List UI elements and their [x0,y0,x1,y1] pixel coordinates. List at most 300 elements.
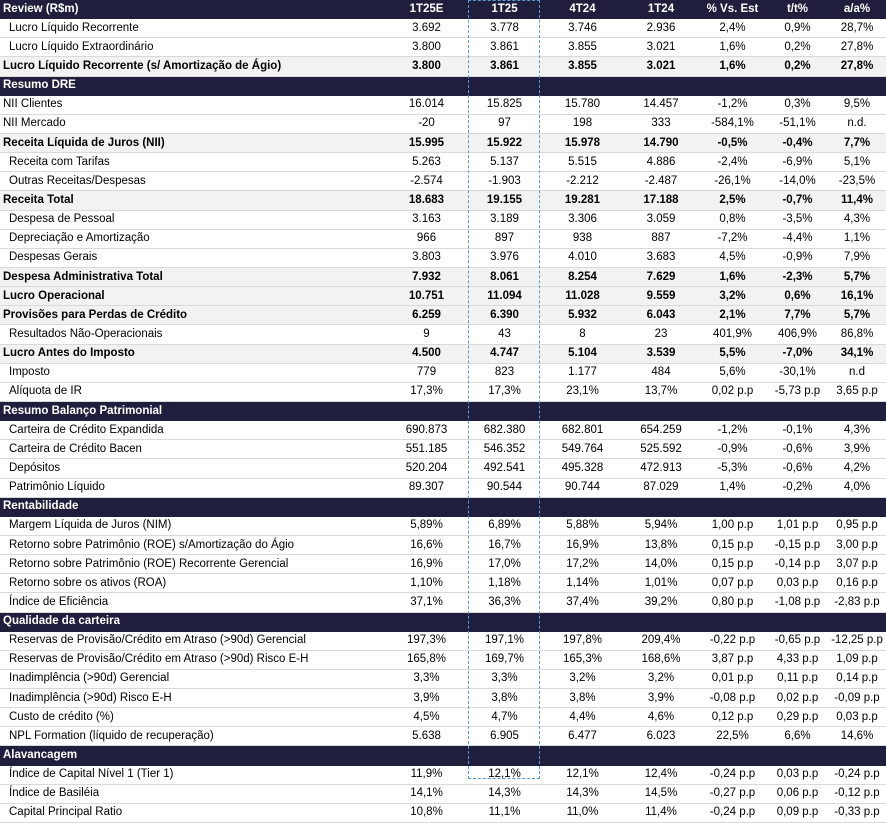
value-cell: 5,1% [828,153,886,172]
value-cell: 165,3% [541,650,624,669]
table-row [0,306,886,325]
row-label: Margem Líquida de Juros (NIM) [0,516,385,535]
value-cell: 5,94% [624,516,698,535]
value-cell: -0,14 p.p [767,555,828,574]
row-label: Carteira de Crédito Bacen [0,440,385,459]
section-header-row [0,497,886,516]
value-cell: 6.259 [385,306,468,325]
value-cell: -0,2% [767,478,828,497]
row-label: NPL Formation (líquido de recuperação) [0,727,385,746]
value-cell: 0,02 p.p [698,382,767,401]
value-cell: 18.683 [385,191,468,210]
value-cell: -0,9% [698,440,767,459]
value-cell: 3.189 [468,210,541,229]
value-cell: 401,9% [698,325,767,344]
value-cell: 198 [541,114,624,133]
value-cell: 37,1% [385,593,468,612]
value-cell: 16,9% [541,535,624,554]
value-cell: 966 [385,229,468,248]
row-label: Capital Principal Ratio [0,803,385,822]
value-cell: -2.487 [624,172,698,191]
row-label: Receita Líquida de Juros (NII) [0,133,385,152]
row-label: Despesas Gerais [0,248,385,267]
table-row [0,133,886,152]
value-cell: 2.936 [624,19,698,38]
value-cell: 5,5% [698,344,767,363]
header-cell-label: Review (R$m) [0,0,385,19]
table-row [0,153,886,172]
value-cell: 17.188 [624,191,698,210]
value-cell: 7,7% [767,306,828,325]
section-header-row [0,401,886,420]
value-cell: 6.905 [468,727,541,746]
row-label: Retorno sobre Patrimônio (ROE) Recorrente Gerencial [0,555,385,574]
section-title: Alavancagem [0,746,886,765]
value-cell: 3.861 [468,38,541,57]
value-cell: 9,5% [828,95,886,114]
value-cell: 4,33 p.p [767,650,828,669]
table-row [0,267,886,286]
value-cell: -1,2% [698,421,767,440]
table-row [0,344,886,363]
value-cell: 0,02 p.p [767,689,828,708]
value-cell: 0,2% [767,38,828,57]
table-row [0,114,886,133]
table-row [0,440,886,459]
section-title: Resumo Balanço Patrimonial [0,401,886,420]
table-row [0,516,886,535]
value-cell: 10.751 [385,287,468,306]
value-cell: 0,8% [698,210,767,229]
value-cell: 1,1% [828,229,886,248]
value-cell: 19.155 [468,191,541,210]
value-cell: 0,6% [767,287,828,306]
value-cell: 0,9% [767,19,828,38]
value-cell: 4.500 [385,344,468,363]
value-cell: 3,3% [468,669,541,688]
value-cell: 682.801 [541,421,624,440]
value-cell: 0,29 p.p [767,708,828,727]
value-cell: 3.683 [624,248,698,267]
table-row [0,325,886,344]
value-cell: 6.043 [624,306,698,325]
row-label: Depreciação e Amortização [0,229,385,248]
value-cell: 3,2% [541,669,624,688]
value-cell: 472.913 [624,459,698,478]
value-cell: 3.746 [541,19,624,38]
value-cell: -0,33 p.p [828,803,886,822]
value-cell: 333 [624,114,698,133]
value-cell: 43 [468,325,541,344]
row-label: Índice de Basiléia [0,784,385,803]
value-cell: 520.204 [385,459,468,478]
value-cell: 3.855 [541,38,624,57]
value-cell: 8 [541,325,624,344]
value-cell: 7.629 [624,267,698,286]
value-cell: -2.212 [541,172,624,191]
table-row [0,727,886,746]
value-cell: -0,12 p.p [828,784,886,803]
value-cell: 19.281 [541,191,624,210]
value-cell: 5.515 [541,153,624,172]
table-row [0,19,886,38]
value-cell: 9.559 [624,287,698,306]
value-cell: -0,24 p.p [698,765,767,784]
row-label: Despesa de Pessoal [0,210,385,229]
table-row [0,478,886,497]
row-label: Custo de crédito (%) [0,708,385,727]
table-row [0,574,886,593]
value-cell: 27,8% [828,57,886,76]
table-row [0,803,886,822]
value-cell: 6.477 [541,727,624,746]
value-cell: 492.541 [468,459,541,478]
table-row [0,229,886,248]
value-cell: 13,8% [624,535,698,554]
table-row [0,191,886,210]
value-cell: -2.574 [385,172,468,191]
value-cell: 3,2% [624,669,698,688]
row-label: Lucro Líquido Extraordinário [0,38,385,57]
value-cell: 0,03 p.p [767,765,828,784]
value-cell: 4,7% [468,708,541,727]
value-cell: 0,80 p.p [698,593,767,612]
value-cell: 14,3% [541,784,624,803]
value-cell: 15.922 [468,133,541,152]
value-cell: -1.903 [468,172,541,191]
value-cell: 938 [541,229,624,248]
header-cell-4t24: 4T24 [541,0,624,19]
value-cell: -0,24 p.p [828,765,886,784]
value-cell: 406,9% [767,325,828,344]
section-title: Rentabilidade [0,497,886,516]
value-cell: 23,1% [541,382,624,401]
value-cell: 8.254 [541,267,624,286]
value-cell: 1,6% [698,57,767,76]
value-cell: 14.457 [624,95,698,114]
value-cell: 3.021 [624,38,698,57]
value-cell: 4,6% [624,708,698,727]
value-cell: 3.021 [624,57,698,76]
value-cell: 4,3% [828,421,886,440]
table-row [0,669,886,688]
value-cell: 0,95 p.p [828,516,886,535]
value-cell: 11.094 [468,287,541,306]
value-cell: 0,03 p.p [828,708,886,727]
value-cell: 15.825 [468,95,541,114]
value-cell: 37,4% [541,593,624,612]
value-cell: 5,7% [828,267,886,286]
value-cell: 3.800 [385,57,468,76]
value-cell: 546.352 [468,440,541,459]
value-cell: 5.638 [385,727,468,746]
row-label: Inadimplência (>90d) Gerencial [0,669,385,688]
value-cell: 15.978 [541,133,624,152]
header-cell-yoy: a/a% [828,0,886,19]
value-cell: 34,1% [828,344,886,363]
value-cell: 197,3% [385,631,468,650]
value-cell: 4.010 [541,248,624,267]
value-cell: -1,2% [698,95,767,114]
value-cell: n.d [828,363,886,382]
value-cell: 12,4% [624,765,698,784]
value-cell: -0,1% [767,421,828,440]
row-label: Lucro Operacional [0,287,385,306]
value-cell: 7,7% [828,133,886,152]
value-cell: 1,18% [468,574,541,593]
value-cell: 11,9% [385,765,468,784]
value-cell: 16.014 [385,95,468,114]
value-cell: -0,15 p.p [767,535,828,554]
value-cell: 4,0% [828,478,886,497]
value-cell: 14,5% [624,784,698,803]
table-row [0,363,886,382]
value-cell: 3.855 [541,57,624,76]
value-cell: 549.764 [541,440,624,459]
value-cell: -0,5% [698,133,767,152]
value-cell: 15.780 [541,95,624,114]
section-title: Qualidade da carteira [0,612,886,631]
value-cell: 6.390 [468,306,541,325]
value-cell: 3.059 [624,210,698,229]
value-cell: -0,9% [767,248,828,267]
value-cell: 3,9% [385,689,468,708]
row-label: Índice de Capital Nível 1 (Tier 1) [0,765,385,784]
value-cell: -584,1% [698,114,767,133]
value-cell: 168,6% [624,650,698,669]
value-cell: 525.592 [624,440,698,459]
value-cell: 14,3% [468,784,541,803]
value-cell: 823 [468,363,541,382]
value-cell: 484 [624,363,698,382]
value-cell: 551.185 [385,440,468,459]
table-row [0,593,886,612]
header-cell-1t24: 1T24 [624,0,698,19]
row-label: Lucro Antes do Imposto [0,344,385,363]
value-cell: 3.306 [541,210,624,229]
value-cell: 14,6% [828,727,886,746]
row-label: Retorno sobre os ativos (ROA) [0,574,385,593]
value-cell: 90.544 [468,478,541,497]
table-row [0,382,886,401]
row-label: Depósitos [0,459,385,478]
value-cell: 7.932 [385,267,468,286]
table-row [0,421,886,440]
value-cell: 5,6% [698,363,767,382]
value-cell: 0,03 p.p [767,574,828,593]
row-label: Receita Total [0,191,385,210]
value-cell: 0,16 p.p [828,574,886,593]
table-row [0,57,886,76]
value-cell: 22,5% [698,727,767,746]
value-cell: 12,1% [468,765,541,784]
table-row [0,535,886,554]
value-cell: 3,9% [828,440,886,459]
value-cell: 17,2% [541,555,624,574]
value-cell: 0,11 p.p [767,669,828,688]
value-cell: -0,6% [767,440,828,459]
row-label: Patrimônio Líquido [0,478,385,497]
header-cell-1t25: 1T25 [468,0,541,19]
table-row [0,287,886,306]
value-cell: 682.380 [468,421,541,440]
row-label: NII Clientes [0,95,385,114]
value-cell: 0,09 p.p [767,803,828,822]
value-cell: 8.061 [468,267,541,286]
value-cell: 209,4% [624,631,698,650]
table-row [0,248,886,267]
value-cell: 1,6% [698,38,767,57]
value-cell: -0,24 p.p [698,803,767,822]
value-cell: 87.029 [624,478,698,497]
table-row [0,784,886,803]
value-cell: 887 [624,229,698,248]
value-cell: 16,9% [385,555,468,574]
value-cell: 3,87 p.p [698,650,767,669]
value-cell: 7,9% [828,248,886,267]
value-cell: 3.539 [624,344,698,363]
value-cell: 3,9% [624,689,698,708]
value-cell: 5.932 [541,306,624,325]
value-cell: -1,08 p.p [767,593,828,612]
section-header-row [0,76,886,95]
row-label: Resultados Não-Operacionais [0,325,385,344]
row-label: Lucro Líquido Recorrente (s/ Amortização de Ágio) [0,57,385,76]
table-header-row [0,0,886,19]
value-cell: 12,1% [541,765,624,784]
section-header-row [0,612,886,631]
value-cell: 197,8% [541,631,624,650]
value-cell: -0,22 p.p [698,631,767,650]
value-cell: -7,0% [767,344,828,363]
value-cell: 3.803 [385,248,468,267]
value-cell: 15.995 [385,133,468,152]
table-row [0,631,886,650]
value-cell: 6,6% [767,727,828,746]
row-label: Reservas de Provisão/Crédito em Atraso (>90d) Risco E-H [0,650,385,669]
value-cell: 3.800 [385,38,468,57]
value-cell: 5.137 [468,153,541,172]
value-cell: 3,2% [698,287,767,306]
value-cell: 9 [385,325,468,344]
value-cell: 0,3% [767,95,828,114]
value-cell: 3,65 p.p [828,382,886,401]
value-cell: 11,0% [541,803,624,822]
row-label: Lucro Líquido Recorrente [0,19,385,38]
row-label: Alíquota de IR [0,382,385,401]
value-cell: 17,3% [468,382,541,401]
table-row [0,210,886,229]
value-cell: 2,4% [698,19,767,38]
value-cell: 4,4% [541,708,624,727]
value-cell: 3.692 [385,19,468,38]
value-cell: 4,3% [828,210,886,229]
value-cell: 3,8% [468,689,541,708]
table-row [0,555,886,574]
value-cell: -0,27 p.p [698,784,767,803]
value-cell: 10,8% [385,803,468,822]
value-cell: 5,89% [385,516,468,535]
value-cell: 1.177 [541,363,624,382]
row-label: Outras Receitas/Despesas [0,172,385,191]
value-cell: -23,5% [828,172,886,191]
value-cell: 6,89% [468,516,541,535]
value-cell: 13,7% [624,382,698,401]
value-cell: 2,1% [698,306,767,325]
value-cell: 4.886 [624,153,698,172]
row-label: Despesa Administrativa Total [0,267,385,286]
header-cell-1t25e: 1T25E [385,0,468,19]
value-cell: -3,5% [767,210,828,229]
value-cell: 89.307 [385,478,468,497]
value-cell: 1,01 p.p [767,516,828,535]
value-cell: -0,09 p.p [828,689,886,708]
table-row [0,708,886,727]
value-cell: 11,4% [828,191,886,210]
value-cell: 690.873 [385,421,468,440]
value-cell: n.d. [828,114,886,133]
value-cell: 2,5% [698,191,767,210]
value-cell: 86,8% [828,325,886,344]
table-row [0,765,886,784]
value-cell: 4.747 [468,344,541,363]
row-label: NII Mercado [0,114,385,133]
value-cell: 28,7% [828,19,886,38]
value-cell: 165,8% [385,650,468,669]
value-cell: 3,3% [385,669,468,688]
value-cell: 654.259 [624,421,698,440]
table-row [0,172,886,191]
value-cell: 0,01 p.p [698,669,767,688]
row-label: Inadimplência (>90d) Risco E-H [0,689,385,708]
value-cell: 1,00 p.p [698,516,767,535]
value-cell: 39,2% [624,593,698,612]
value-cell: 4,2% [828,459,886,478]
value-cell: 4,5% [698,248,767,267]
value-cell: 5.104 [541,344,624,363]
value-cell: 5,88% [541,516,624,535]
row-label: Receita com Tarifas [0,153,385,172]
value-cell: -5,3% [698,459,767,478]
value-cell: 11,1% [468,803,541,822]
value-cell: 16,6% [385,535,468,554]
value-cell: -30,1% [767,363,828,382]
value-cell: 17,3% [385,382,468,401]
value-cell: 14.790 [624,133,698,152]
row-label: Provisões para Perdas de Crédito [0,306,385,325]
value-cell: 495.328 [541,459,624,478]
row-label: Reservas de Provisão/Crédito em Atraso (>90d) Gerencial [0,631,385,650]
value-cell: -0,7% [767,191,828,210]
value-cell: 1,10% [385,574,468,593]
row-label: Imposto [0,363,385,382]
value-cell: 3.778 [468,19,541,38]
value-cell: 1,6% [698,267,767,286]
value-cell: 14,1% [385,784,468,803]
header-cell-qoq: t/t% [767,0,828,19]
value-cell: 3.976 [468,248,541,267]
value-cell: 897 [468,229,541,248]
row-label: Índice de Eficiência [0,593,385,612]
value-cell: -7,2% [698,229,767,248]
value-cell: 36,3% [468,593,541,612]
value-cell: -4,4% [767,229,828,248]
value-cell: 97 [468,114,541,133]
value-cell: 23 [624,325,698,344]
value-cell: -20 [385,114,468,133]
table-row [0,650,886,669]
value-cell: 4,5% [385,708,468,727]
